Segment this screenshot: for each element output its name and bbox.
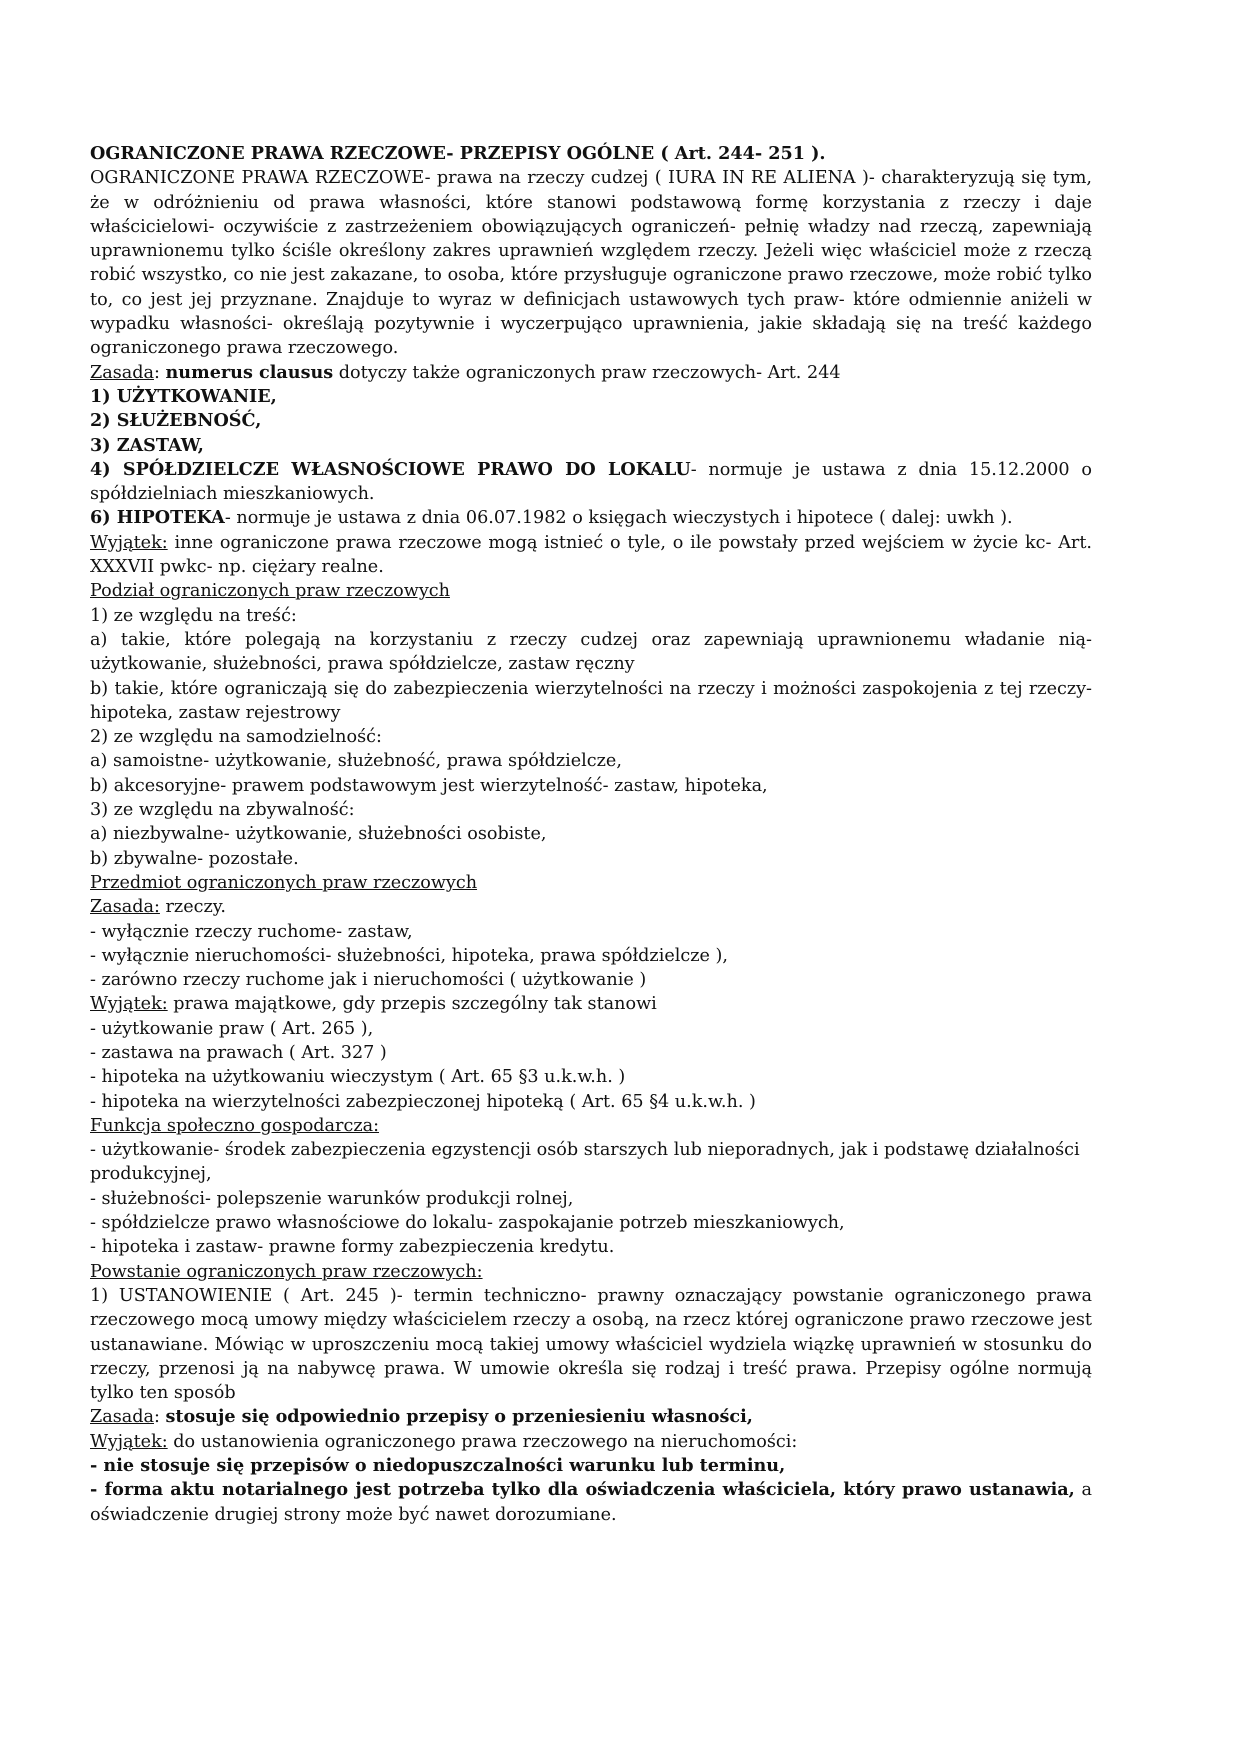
wyjatek-label: Wyjątek:: [90, 1431, 168, 1452]
right-4-name: 4) SPÓŁDZIELCZE WŁASNOŚCIOWE PRAWO DO LOKALU: [90, 458, 691, 480]
notarial-form-paragraph: [90, 1478, 1092, 1527]
list-item: - spółdzielcze prawo własnościowe do lokalu- zaspokajanie potrzeb mieszkaniowych,: [90, 1213, 845, 1234]
right-6-name: 6) HIPOTEKA: [90, 507, 225, 529]
wyjatek-text: do ustanowienia ograniczonego prawa rzeczowego na nieruchomości:: [167, 1431, 798, 1452]
list-item: b) takie, które ograniczają się do zabezpieczenia wierzytelności na rzeczy i możności zaspokojenia z tej rzeczy- hipoteka, zastaw rejestrowy: [90, 678, 1092, 723]
zasada-colon: :: [153, 1407, 166, 1428]
list-item: - hipoteka na wierzytelności zabezpieczonej hipoteką ( Art. 65 §4 u.k.w.h. ): [90, 1091, 756, 1112]
list-item: - użytkowanie praw ( Art. 265 ),: [90, 1018, 374, 1039]
zasada-label: Zasada: [90, 1407, 154, 1428]
powstanie-zasada: [90, 1405, 1092, 1429]
wyjatek-text: inne ograniczone prawa rzeczowe mogą istnieć o tyle, o ile powstały przed wejściem w życie kc- Art. XXXVII pwkc- np. ciężary realne.: [90, 532, 1092, 578]
section-heading-przedmiot: Przedmiot ograniczonych praw rzeczowych: [90, 872, 478, 893]
right-item: 2) SŁUŻEBNOŚĆ,: [90, 410, 262, 432]
section-heading-powstanie: Powstanie ograniczonych praw rzeczowych:: [90, 1261, 483, 1282]
list-item: a) niezbywalne- użytkowanie, służebności osobiste,: [90, 824, 547, 845]
list-item: a) samoistne- użytkowanie, służebność, prawa spółdzielcze,: [90, 751, 622, 772]
right-6-description: - normuje je ustawa z dnia 06.07.1982 o księgach wieczystych i hipotece ( dalej: uwkh ).: [224, 508, 1013, 529]
list-item: - wyłącznie nieruchomości- służebności, hipoteka, prawa spółdzielcze ),: [90, 945, 728, 966]
powstanie-wyjatek: [90, 1430, 1092, 1454]
zasada-rest: dotyczy także ograniczonych praw rzeczowych- Art. 244: [333, 362, 841, 383]
intro-paragraph: OGRANICZONE PRAWA RZECZOWE- prawa na rzeczy cudzej ( IURA IN RE ALIENA )- charakteryzują się tym, że w odróżnieniu od prawa własności, które stanowi podstawową formę korzystania z rzeczy i daje właścicielowi- oczywiście z zastrzeżeniem obowiązujących ograniczeń- pełnię władzy nad rzeczą, zapewniają uprawnionemu tylko ściśle określony zakres uprawnień względem rzeczy. Jeżeli więc właściciel może z rzeczą robić wszystko, co nie jest zakazane, to osoba, które przysługuje ograniczone prawo rzeczowe, może robić tylko to, co jest jej przyznane. Znajduje to wyraz w definicjach ustawowych tych praw- które odmiennie aniżeli w wypadku własności- określają pozytywnie i wyczerpująco uprawnienia, jakie składają się na treść każdego ograniczonego prawa rzeczowego.: [90, 168, 1092, 359]
numerus-clausus-term: numerus clausus: [165, 361, 334, 383]
list-item: - zarówno rzeczy ruchome jak i nieruchomości ( użytkowanie ): [90, 970, 647, 991]
zasada-label: Zasada: [90, 362, 154, 383]
bold-list-item: - nie stosuje się przepisów o niedopuszczalności warunku lub terminu,: [90, 1455, 786, 1477]
list-item: - zastawa na prawach ( Art. 327 ): [90, 1042, 387, 1063]
list-item: b) zbywalne- pozostałe.: [90, 848, 299, 869]
right-item-4: [90, 458, 1092, 507]
right-4-description: - normuje je ustawa z dnia 15.12.2000 o spółdzielniach mieszkaniowych.: [90, 459, 1093, 505]
ustanowienie-paragraph: 1) USTANOWIENIE ( Art. 245 )- termin techniczno- prawny oznaczający powstanie ograniczonego prawa rzeczowego mocą umowy między właścicielem rzeczy a osobą, na rzecz której ograniczone prawo rzeczowe jest ustanawiane. Mówiąc w uproszczeniu mocą takiej umowy właściciel wydziela wiązkę uprawnień w stosunku do rzeczy, przenosi ją na nabywcę prawa. W umowie określa się rodzaj i treść prawa. Przepisy ogólne normują tylko ten sposób: [90, 1285, 1092, 1404]
right-item-6: [90, 506, 1092, 530]
zasada-colon: :: [153, 362, 160, 383]
wyjatek-text: prawa majątkowe, gdy przepis szczególny tak stanowi: [167, 994, 657, 1015]
notarial-bold-text: - forma aktu notarialnego jest potrzeba tylko dla oświadczenia właściciela, który prawo ustanawia,: [90, 1479, 1075, 1501]
list-item: a) takie, które polegają na korzystaniu z rzeczy cudzej oraz zapewniają uprawnionemu władanie nią- użytkowanie, służebności, prawa spółdzielcze, zastaw ręczny: [90, 629, 1092, 675]
wyjatek-label: Wyjątek:: [90, 532, 168, 553]
right-item: 3) ZASTAW,: [90, 434, 204, 456]
list-item: b) akcesoryjne- prawem podstawowym jest wierzytelność- zastaw, hipoteka,: [90, 775, 768, 796]
list-item: 1) ze względu na treść:: [90, 605, 297, 626]
list-item: - hipoteka na użytkowaniu wieczystym ( Art. 65 §3 u.k.w.h. ): [90, 1067, 626, 1088]
wyjatek-label: Wyjątek:: [90, 994, 168, 1015]
list-item: 2) ze względu na samodzielność:: [90, 727, 382, 748]
document-title: OGRANICZONE PRAWA RZECZOWE- PRZEPISY OGÓLNE ( Art. 244- 251 ).: [90, 143, 826, 164]
wyjatek-paragraph: [90, 531, 1092, 580]
list-item: - hipoteka i zastaw- prawne formy zabezpieczenia kredytu.: [90, 1237, 615, 1258]
notarial-rest-text: a oświadczenie drugiej strony może być nawet dorozumiane.: [90, 1480, 1092, 1525]
zasada-numerus-clausus: [90, 361, 1092, 385]
right-item: 1) UŻYTKOWANIE,: [90, 385, 277, 407]
document-page: [90, 142, 1092, 1527]
zasada-text: rzeczy.: [159, 897, 226, 918]
list-item: - wyłącznie rzeczy ruchome- zastaw,: [90, 921, 413, 942]
zasada-bold-text: stosuje się odpowiednio przepisy o przeniesieniu własności,: [165, 1406, 753, 1428]
zasada-label: Zasada:: [90, 897, 160, 918]
przedmiot-wyjatek: [90, 992, 1092, 1016]
section-heading-funkcja: Funkcja społeczno gospodarcza:: [90, 1115, 379, 1136]
list-item: - użytkowanie- środek zabezpieczenia egzystencji osób starszych lub nieporadnych, jak i podstawę działalności produkcyjnej,: [90, 1140, 1080, 1185]
list-item: 3) ze względu na zbywalność:: [90, 800, 355, 821]
list-item: - służebności- polepszenie warunków produkcji rolnej,: [90, 1188, 574, 1209]
section-heading-podzial: Podział ograniczonych praw rzeczowych: [90, 581, 450, 602]
przedmiot-zasada: [90, 895, 1092, 919]
